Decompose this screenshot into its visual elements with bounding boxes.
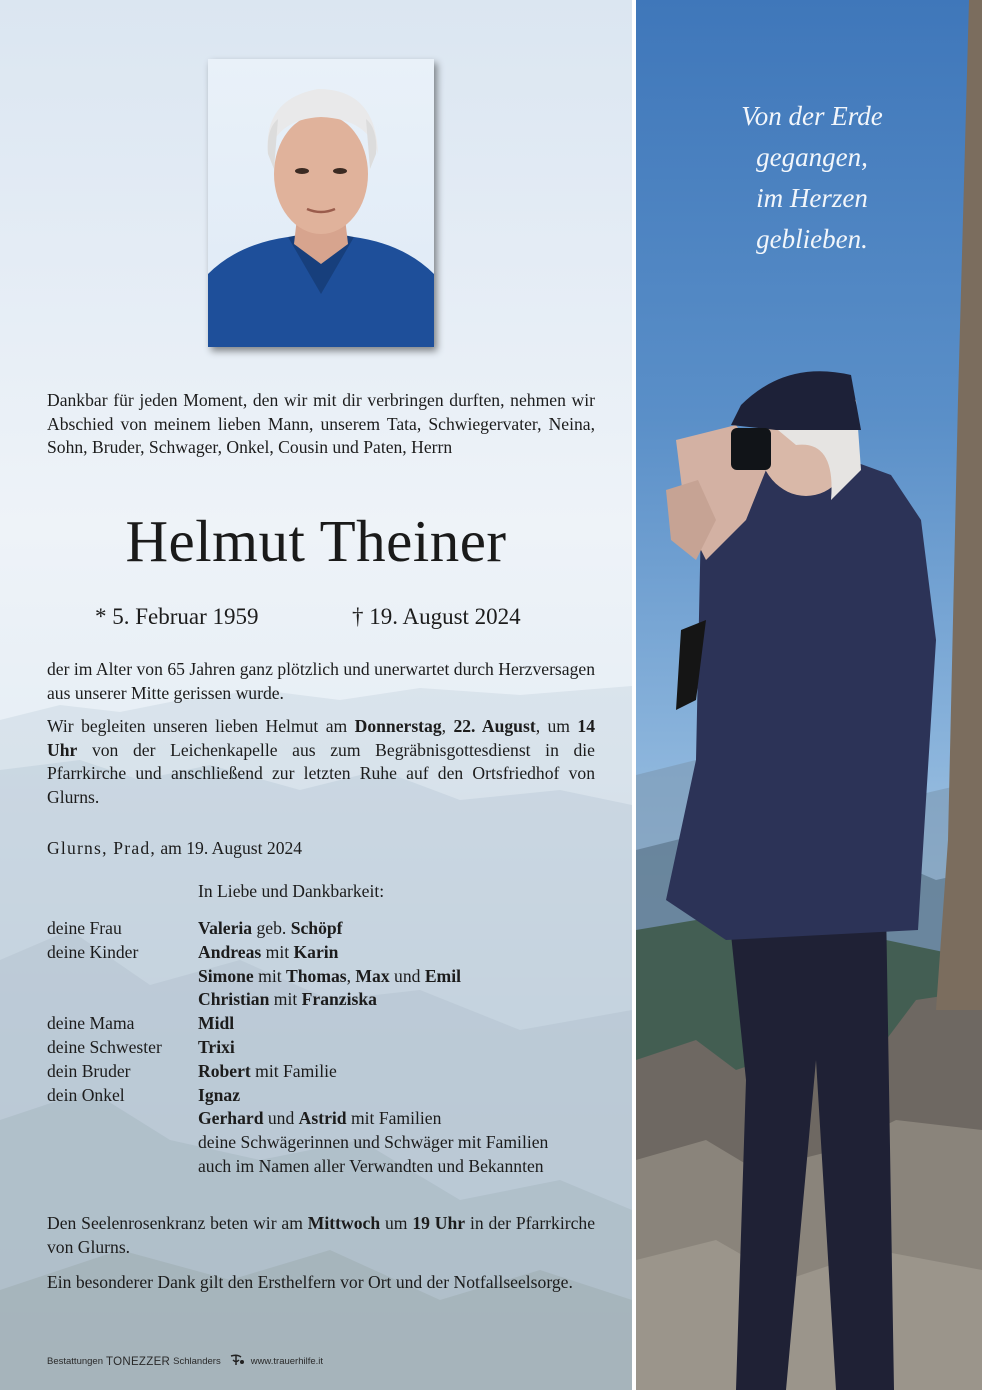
mourner-name: Simone	[198, 965, 254, 986]
mourner-text: und	[389, 965, 425, 986]
mourner-name: Schöpf	[290, 918, 343, 938]
mourner-names	[198, 965, 461, 989]
mourner-name: Ignaz	[198, 1084, 241, 1105]
thanks-paragraph: Ein besonderer Dank gilt den Ersthelfern vor Ort und der Notfallseelsorge.	[47, 1272, 573, 1292]
memorial-quote	[636, 96, 982, 260]
place-date	[47, 838, 302, 859]
funeral-text: , um	[535, 716, 578, 736]
mourner-text: mit Familien	[346, 1108, 442, 1129]
mourner-names	[198, 1084, 240, 1108]
footer	[47, 1354, 323, 1369]
quote-line: im Herzen	[756, 183, 868, 213]
footer-url[interactable]: www.trauerhilfe.it	[250, 1356, 324, 1367]
rosary-text: um	[380, 1213, 413, 1233]
photo-panel	[636, 0, 982, 1390]
mourner-name: Christian	[198, 989, 270, 1010]
funeral-day: Donnerstag	[354, 716, 442, 736]
notice-date: am 19. August 2024	[155, 838, 303, 858]
rosary-paragraph	[47, 1212, 595, 1259]
mourner-names	[198, 1155, 544, 1179]
mourner-relation: dein Onkel	[47, 1084, 125, 1105]
portrait-photo	[208, 59, 434, 347]
rosary-text: in der Pfarrkirche von Glurns.	[47, 1213, 595, 1257]
mourner-names	[198, 1012, 234, 1036]
mourner-relation: deine Kinder	[47, 941, 139, 962]
mourner-names	[198, 917, 343, 941]
mourner-relation: deine Schwester	[47, 1036, 162, 1057]
rosary-time: 19 Uhr	[412, 1213, 466, 1233]
mourner-name: Emil	[424, 965, 461, 986]
funeral-time: 14 Uhr	[47, 716, 596, 760]
mourner-name: Astrid	[298, 1108, 347, 1129]
love-line: In Liebe und Dankbarkeit:	[198, 881, 385, 901]
places: Glurns, Prad,	[47, 838, 156, 858]
mourner-text: mit	[261, 941, 294, 962]
mourner-name: Karin	[293, 941, 339, 962]
birth-date: * 5. Februar 1959	[95, 604, 259, 629]
quote-line: geblieben.	[756, 224, 868, 254]
rosary-day: Mittwoch	[307, 1213, 381, 1233]
mourner-relation: dein Bruder	[47, 1060, 131, 1081]
footer-suffix: Schlanders	[173, 1356, 221, 1367]
footer-prefix: Bestattungen	[47, 1356, 103, 1367]
mourner-names	[198, 1060, 337, 1084]
mourner-name: Max	[355, 965, 390, 986]
death-date: † 19. August 2024	[352, 604, 521, 629]
mourner-relation: deine Frau	[47, 918, 122, 938]
age-paragraph: der im Alter von 65 Jahren ganz plötzlich und unerwartet durch Herzversagen aus unserer Mitte gerissen wurde.	[47, 659, 595, 703]
funeral-text: ,	[441, 716, 454, 736]
footer-brand: TONEZZER	[106, 1355, 171, 1368]
mourner-name: Midl	[198, 1013, 235, 1034]
mourner-names	[198, 988, 377, 1012]
mourner-name: Thomas	[286, 965, 347, 986]
mourner-text: mit Familie	[250, 1060, 337, 1081]
mourner-name: Andreas	[198, 941, 262, 962]
intro-paragraph: Dankbar für jeden Moment, den wir mit dir verbringen durften, nehmen wir Abschied von meinem lieben Mann, unserem Tata, Schwiegervater, Neina, Sohn, Bruder, Schwager, Onkel, Cousin und Paten, Herrn	[47, 390, 595, 457]
deceased-name: Helmut Theiner	[125, 508, 507, 574]
mourner-text: geb.	[252, 918, 291, 938]
mourner-text: und	[263, 1108, 299, 1129]
mourner-text: ,	[346, 965, 356, 986]
mourner-name: Trixi	[198, 1036, 235, 1057]
mourner-names	[198, 941, 338, 965]
rosary-text: Den Seelenrosenkranz beten wir am	[47, 1213, 308, 1233]
mourner-text: mit	[253, 965, 286, 986]
portrait-illustration	[208, 59, 434, 347]
mourner-names	[198, 1107, 441, 1131]
mourner-text: deine Schwägerinnen und Schwäger mit Familien	[198, 1132, 549, 1153]
mourner-name: Franziska	[301, 989, 377, 1010]
mourner-names	[198, 1036, 235, 1060]
mourner-name: Robert	[198, 1060, 251, 1081]
trauerhilfe-logo-icon	[229, 1354, 245, 1369]
funeral-text: Wir begleiten unseren lieben Helmut am	[47, 716, 355, 736]
mourner-name: Gerhard	[198, 1108, 264, 1129]
mourner-text: auch im Namen aller Verwandten und Bekannten	[198, 1155, 544, 1176]
mourner-name: Valeria	[198, 918, 253, 938]
mourner-relation: deine Mama	[47, 1013, 135, 1034]
mourner-text: mit	[269, 989, 302, 1010]
funeral-date: 22. August	[453, 716, 536, 736]
mourner-names	[198, 1131, 548, 1155]
quote-line: gegangen,	[756, 142, 868, 172]
funeral-paragraph	[47, 715, 595, 809]
quote-line: Von der Erde	[741, 101, 883, 131]
funeral-text: von der Leichenkapelle aus zum Begräbnisgottesdienst in die Pfarrkirche und anschließend zur letzten Ruhe auf den Ortsfriedhof von Glurns.	[47, 739, 595, 807]
